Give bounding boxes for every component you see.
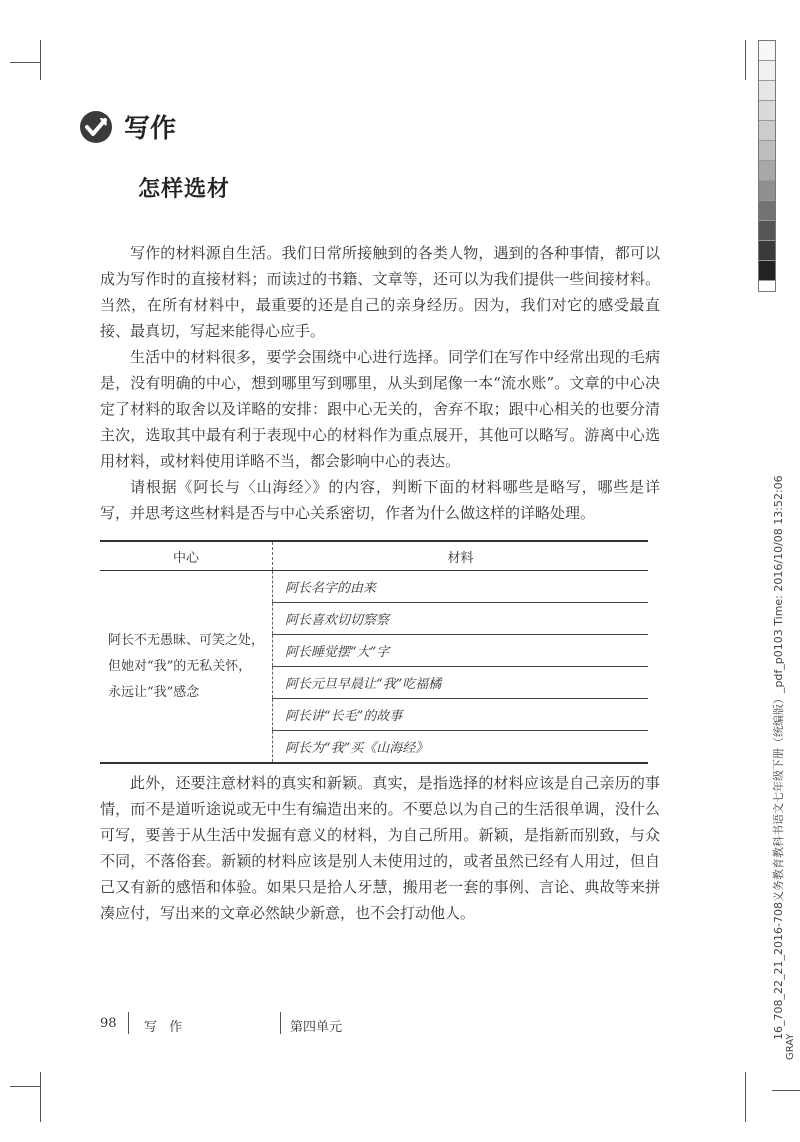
checkmark-leaf-icon [78, 109, 114, 145]
table-header-materials: 材料 [273, 541, 649, 571]
crop-mark [745, 40, 746, 80]
table-center-cell: 阿长不无愚昧、可笑之处，但她对“我”的无私关怀，永远让“我”感念 [100, 571, 273, 764]
table-material-item: 阿长睡觉摆“大”字 [273, 635, 649, 667]
footer-unit: 第四单元 [290, 1020, 343, 1035]
material-table [100, 540, 648, 764]
table-material-item: 阿长讲“长毛”的故事 [273, 699, 649, 731]
crop-mark [10, 1086, 40, 1087]
page-number: 98 [100, 1016, 117, 1031]
table-material-item: 阿长喜欢切切察察 [273, 603, 649, 635]
footer-divider [280, 1012, 281, 1034]
gray-scale-strip [758, 40, 776, 292]
lesson-title: 怎样选材 [138, 177, 231, 202]
table-material-item: 阿长元旦早晨让“我”吃福橘 [273, 667, 649, 699]
footer-section: 写 作 [144, 1020, 187, 1035]
section-header [78, 108, 176, 145]
section-title: 写作 [124, 114, 177, 144]
footer-divider [128, 1012, 129, 1034]
print-info: 16_708_22_21_2016-708义务教育教科书语文七年级下册（统编版）_pdf_p0103 Time: 2016/10/08 13:52:06 [772, 475, 785, 1040]
table-material-item: 阿长名字的由来 [273, 571, 649, 603]
crop-mark [745, 1072, 746, 1122]
table-header-center: 中心 [100, 541, 273, 571]
table-material-item: 阿长为“我”买《山海经》 [273, 731, 649, 764]
crop-mark [772, 1090, 800, 1091]
crop-mark [40, 1072, 41, 1122]
paragraph-2: 生活中的材料很多，要学会围绕中心进行选择。同学们在写作中经常出现的毛病是，没有明确的中心，想到哪里写到哪里，从头到尾像一本“流水账”。文章的中心决定了材料的取舍以及详略的安排：跟中心无关的，舍弃不取；跟中心相关的也要分清主次，选取其中最有利于表现中心的材料作为重点展开，其他可以略写。游离中心选用材料，或材料使用详略不当，都会影响中心的表达。 [100, 348, 660, 470]
gray-label: GRAY [785, 1033, 796, 1060]
crop-mark [40, 40, 41, 80]
crop-mark [10, 62, 40, 63]
paragraph-3: 请根据《阿长与〈山海经〉》的内容，判断下面的材料哪些是略写，哪些是详写，并思考这些材料是否与中心关系密切，作者为什么做这样的详略处理。 [100, 478, 660, 522]
paragraph-1: 写作的材料源自生活。我们日常所接触到的各类人物，遇到的各种事情，都可以成为写作时的直接材料；而读过的书籍、文章等，还可以为我们提供一些间接材料。当然，在所有材料中，最重要的还是自己的亲身经历。因为，我们对它的感受最直接、最真切，写起来能得心应手。 [100, 244, 660, 340]
paragraph-4: 此外，还要注意材料的真实和新颖。真实，是指选择的材料应该是自己亲历的事情，而不是道听途说或无中生有编造出来的。不要总以为自己的生活很单调，没什么可写，要善于从生活中发掘有意义的材料，为自己所用。新颖，是指新而别致，与众不同，不落俗套。新颖的材料应该是别人未使用过的，或者虽然已经有人用过，但自己又有新的感悟和体验。如果只是拾人牙慧，搬用老一套的事例、言论、典故等来拼凑应付，写出来的文章必然缺少新意，也不会打动他人。 [100, 774, 660, 922]
